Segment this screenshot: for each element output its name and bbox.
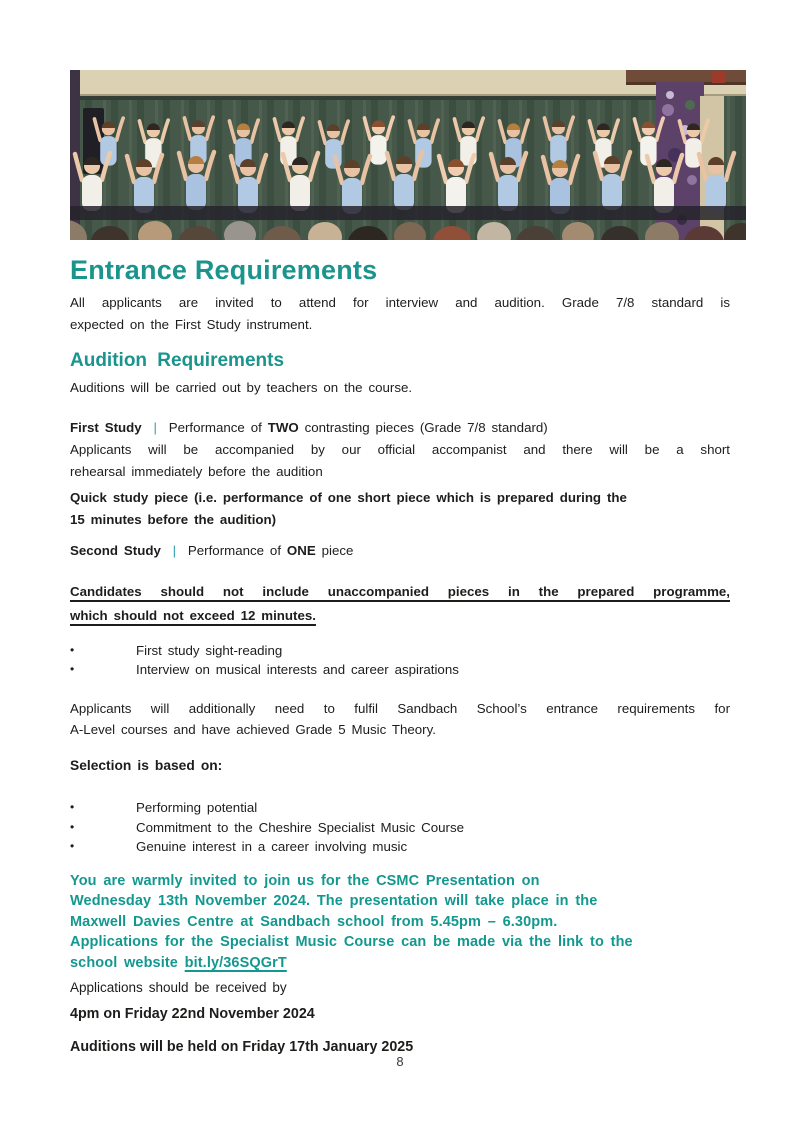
auditions-note: Auditions will be carried out by teachers on the course. [70,380,413,396]
paragraph-line: All applicants are invited to attend for interview and audition. Grade 7/8 standard is [70,295,730,311]
list-item [70,660,730,680]
list-item [70,641,730,661]
invite-line: Maxwell Davies Centre at Sandbach school from 5.45pm – 6.30pm. [70,913,558,930]
bullet-icon: • [70,642,75,657]
bullet-icon: • [70,819,75,834]
paragraph-line: A-Level courses and have achieved Grade 5 Music Theory. [70,722,436,738]
invite-line: You are warmly invited to join us for the CSMC Presentation on [70,872,540,889]
page-number: 8 [396,1054,404,1069]
list-item-label: Genuine interest in a career involving music [136,839,408,855]
invite-line [70,953,730,974]
second-study-line: Second Study | Performance of ONE piece [70,543,354,559]
bullet-icon: • [70,800,75,815]
page-title: Entrance Requirements [70,255,378,285]
paragraph-line: Applicants will additionally need to fulfil Sandbach School’s entrance requirements for [70,700,730,716]
list-item-label: First study sight-reading [136,642,283,658]
selection-heading: Selection is based on: [70,757,223,773]
page-content [70,240,730,1059]
list-item [70,798,730,818]
first-study-line: First Study | Performance of TWO contrasting pieces (Grade 7/8 standard) [70,419,548,435]
additional-requirements-paragraph [70,698,730,741]
bullet-icon: • [70,839,75,854]
application-deadline: 4pm on Friday 22nd November 2024 [70,1005,315,1022]
choir-photo-illustration [70,70,746,240]
choir-photo [70,70,746,240]
accompanist-paragraph [70,439,730,482]
invite-line: Applications for the Specialist Music Course can be made via the link to the [70,934,633,951]
list-item-label: Performing potential [136,800,258,816]
website-link[interactable]: bit.ly/36SQGrT [184,954,287,971]
paragraph-line: expected on the First Study instrument. [70,316,313,332]
invite-line-prefix: school website [70,954,185,971]
unaccompanied-warning [70,580,730,628]
quick-study-paragraph [70,487,730,530]
intro-paragraph [70,292,730,335]
presentation-invite [70,871,730,974]
paragraph-line: Candidates should not include unaccompanied pieces in the prepared programme, [70,583,730,599]
section-heading-audition: Audition Requirements [70,350,285,372]
paragraph-line: Quick study piece (i.e. performance of one short piece which is prepared during the [70,490,627,506]
list-item-label: Commitment to the Cheshire Specialist Music Course [136,819,465,835]
bullet-icon: • [70,662,75,677]
paragraph-line: rehearsal immediately before the audition [70,463,323,479]
selection-bullet-list [70,798,730,857]
audition-bullet-list [70,641,730,680]
paragraph-line: which should not exceed 12 minutes. [70,607,316,623]
audition-date: Auditions will be held on Friday 17th January 2025 [70,1038,414,1055]
list-item [70,837,730,857]
received-by-paragraph: Applications should be received by [70,980,287,996]
list-item [70,818,730,838]
list-item-label: Interview on musical interests and career aspirations [136,662,459,678]
paragraph-line: Applicants will be accompanied by our official accompanist and there will be a short [70,442,730,458]
paragraph-line: 15 minutes before the audition) [70,511,277,527]
invite-line: Wednesday 13th November 2024. The presentation will take place in the [70,893,598,910]
